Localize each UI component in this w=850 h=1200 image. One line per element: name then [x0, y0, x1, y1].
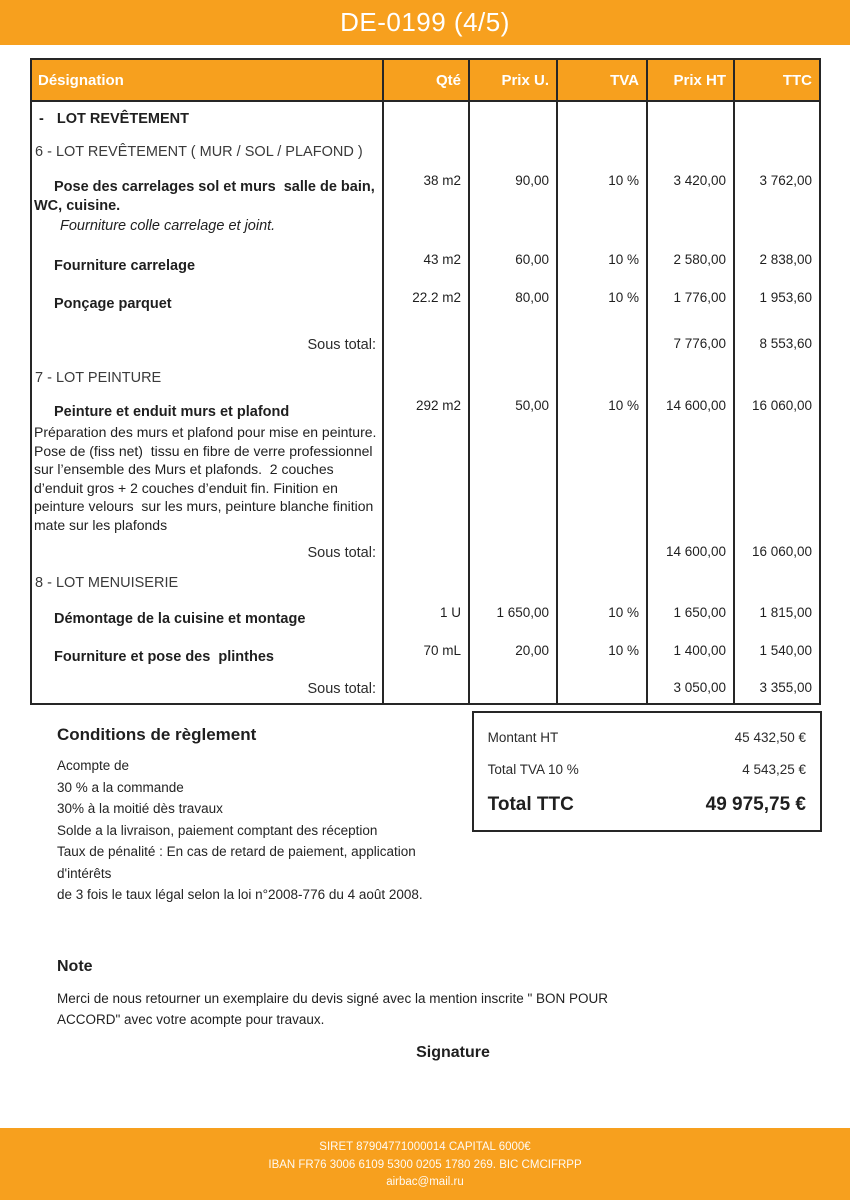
item-ttc: 1 540,00	[759, 643, 812, 658]
empty-cell	[558, 136, 648, 165]
totals-row-value: 4 543,25 €	[742, 762, 806, 777]
item-unit-price: 90,00	[470, 165, 558, 244]
empty-cell	[384, 102, 470, 136]
item-prix-ht: 3 420,00	[648, 165, 735, 244]
document-title: DE-0199 (4/5)	[340, 7, 510, 37]
subtotal-ttc: 16 060,00	[751, 544, 812, 559]
items-table	[30, 58, 821, 705]
item-title: Fourniture et pose des plinthes	[54, 649, 274, 665]
empty-cell	[558, 672, 648, 703]
signature-label: Signature	[416, 1044, 490, 1061]
item-ttc: 1 815,00	[759, 605, 812, 620]
empty-cell	[384, 567, 470, 597]
table-row-section	[32, 136, 819, 165]
table-row-section	[32, 362, 819, 390]
empty-cell	[558, 567, 648, 597]
empty-cell	[470, 136, 558, 165]
item-prix-ht: 1 650,00	[648, 597, 735, 635]
empty-cell	[384, 362, 470, 390]
item-title: Peinture et enduit murs et plafond	[54, 404, 290, 420]
table-header-row	[32, 60, 819, 102]
totals-row-value: 45 432,50 €	[734, 730, 806, 745]
column-header-tva: TVA	[558, 60, 648, 100]
empty-cell	[384, 328, 470, 362]
payment-conditions-heading: Conditions de règlement	[57, 725, 257, 744]
footer-line: IBAN FR76 3006 6109 5300 0205 1780 269. BIC CMCIFRPP	[268, 1158, 582, 1171]
table-row-section	[32, 567, 819, 597]
section-title: 6 - LOT REVÊTEMENT ( MUR / SOL / PLAFOND )	[32, 136, 384, 165]
table-row-item	[32, 635, 819, 672]
empty-cell	[470, 536, 558, 567]
table-row-item	[32, 597, 819, 635]
table-row-lot	[32, 102, 819, 136]
item-ttc: 16 060,00	[751, 398, 812, 413]
bottom-section	[30, 711, 822, 906]
note-heading: Note	[57, 957, 93, 975]
totals-row-label: Total TVA 10 %	[487, 762, 579, 777]
empty-cell	[470, 362, 558, 390]
totals-row	[488, 730, 806, 745]
item-unit-price: 20,00	[470, 635, 558, 672]
item-tva: 10 %	[558, 282, 648, 328]
totals-rows	[488, 730, 806, 777]
item-tva: 10 %	[558, 635, 648, 672]
item-description: Préparation des murs et plafond pour mise en peinture. Pose de (fiss net) tissu en fibre de verre professionnel sur l’ensemble des Murs et plafonds. 2 couches d’enduit gros + 2 couches d’enduit fin. Finition en peinture velours sur les murs, peinture blanche finition mate sur les plafonds	[34, 424, 381, 533]
item-qty: 43 m2	[384, 244, 470, 282]
item-ttc: 3 762,00	[759, 173, 812, 188]
footer-line: SIRET 87904771000014 CAPITAL 6000€	[319, 1141, 531, 1154]
subtotal-prix-ht: 7 776,00	[648, 328, 735, 362]
column-header-ttc: TTC	[735, 60, 819, 100]
item-qty: 22.2 m2	[384, 282, 470, 328]
empty-cell	[558, 536, 648, 567]
totals-row	[488, 762, 806, 777]
table-row-subtotal	[32, 536, 819, 567]
empty-cell	[384, 536, 470, 567]
section-title: 7 - LOT PEINTURE	[32, 362, 384, 390]
subtotal-label: Sous total:	[32, 536, 384, 567]
empty-cell	[558, 102, 648, 136]
totals-row-label: Montant HT	[487, 730, 559, 745]
subtotal-ttc: 8 553,60	[759, 336, 812, 351]
payment-conditions-lines	[57, 755, 472, 906]
item-unit-price: 1 650,00	[470, 597, 558, 635]
subtotal-prix-ht: 3 050,00	[648, 672, 735, 703]
empty-cell	[558, 362, 648, 390]
table-body	[32, 102, 819, 703]
item-qty: 1 U	[384, 597, 470, 635]
lot-title: LOT REVÊTEMENT	[56, 111, 189, 127]
empty-cell	[735, 362, 819, 390]
empty-cell	[648, 567, 735, 597]
item-unit-price: 50,00	[470, 390, 558, 536]
table-row-item	[32, 165, 819, 244]
empty-cell	[558, 328, 648, 362]
item-ttc: 2 838,00	[759, 252, 812, 267]
note-section	[57, 958, 822, 1031]
table-row-item	[32, 244, 819, 282]
item-unit-price: 80,00	[470, 282, 558, 328]
item-tva: 10 %	[558, 244, 648, 282]
column-header-qty: Qté	[384, 60, 470, 100]
empty-cell	[470, 567, 558, 597]
subtotal-label: Sous total:	[32, 672, 384, 703]
item-title: Fourniture carrelage	[54, 258, 196, 274]
empty-cell	[648, 362, 735, 390]
total-ttc-label: Total TTC	[487, 794, 574, 815]
empty-cell	[735, 102, 819, 136]
payment-condition-line: Acompte de	[57, 758, 130, 773]
item-qty: 70 mL	[384, 635, 470, 672]
empty-cell	[648, 136, 735, 165]
empty-cell	[735, 136, 819, 165]
totals-box	[472, 711, 822, 832]
page-header-banner	[0, 0, 850, 45]
item-prix-ht: 2 580,00	[648, 244, 735, 282]
column-header-designation: Désignation	[32, 60, 384, 100]
payment-conditions	[57, 711, 472, 906]
section-title: 8 - LOT MENUISERIE	[32, 567, 384, 597]
item-prix-ht: 1 400,00	[648, 635, 735, 672]
empty-cell	[470, 328, 558, 362]
table-row-item	[32, 390, 819, 536]
payment-condition-line: 30% à la moitié dès travaux	[57, 801, 223, 816]
payment-condition-line: Taux de pénalité : En cas de retard de paiement, application d'intérêts	[57, 844, 416, 881]
item-tva: 10 %	[558, 165, 648, 244]
lot-dash: -	[39, 111, 44, 127]
payment-condition-line: 30 % a la commande	[57, 779, 184, 795]
empty-cell	[384, 136, 470, 165]
column-header-ht: Prix HT	[648, 60, 735, 100]
note-body: Merci de nous retourner un exemplaire du devis signé avec la mention inscrite " BON POUR ACCORD" avec votre acompte pour travaux.	[57, 991, 612, 1027]
empty-cell	[648, 102, 735, 136]
item-title: Pose des carrelages sol et murs salle de bain, WC, cuisine.	[34, 179, 379, 214]
subtotal-ttc: 3 355,00	[759, 680, 812, 695]
item-qty: 38 m2	[384, 165, 470, 244]
payment-condition-line: de 3 fois le taux légal selon la loi n°2008-776 du 4 août 2008.	[57, 887, 423, 902]
item-tva: 10 %	[558, 597, 648, 635]
item-qty: 292 m2	[384, 390, 470, 536]
page-footer-banner	[0, 1128, 850, 1200]
item-tva: 10 %	[558, 390, 648, 536]
total-ttc-value: 49 975,75 €	[705, 794, 806, 815]
item-title: Démontage de la cuisine et montage	[54, 611, 306, 627]
payment-condition-line: Solde a la livraison, paiement comptant des réception	[57, 822, 378, 838]
item-prix-ht: 14 600,00	[648, 390, 735, 536]
subtotal-prix-ht: 14 600,00	[648, 536, 735, 567]
table-row-subtotal	[32, 328, 819, 362]
total-ttc-row	[488, 794, 806, 816]
subtotal-label: Sous total:	[32, 328, 384, 362]
item-ttc: 1 953,60	[759, 290, 812, 305]
footer-line: airbac@mail.ru	[386, 1176, 464, 1189]
item-unit-price: 60,00	[470, 244, 558, 282]
empty-cell	[735, 567, 819, 597]
column-header-unit-price: Prix U.	[470, 60, 558, 100]
empty-cell	[384, 672, 470, 703]
empty-cell	[470, 672, 558, 703]
item-prix-ht: 1 776,00	[648, 282, 735, 328]
table-row-item	[32, 282, 819, 328]
table-row-subtotal	[32, 672, 819, 703]
item-title: Ponçage parquet	[54, 296, 172, 312]
item-note: Fourniture colle carrelage et joint.	[60, 218, 276, 234]
empty-cell	[470, 102, 558, 136]
